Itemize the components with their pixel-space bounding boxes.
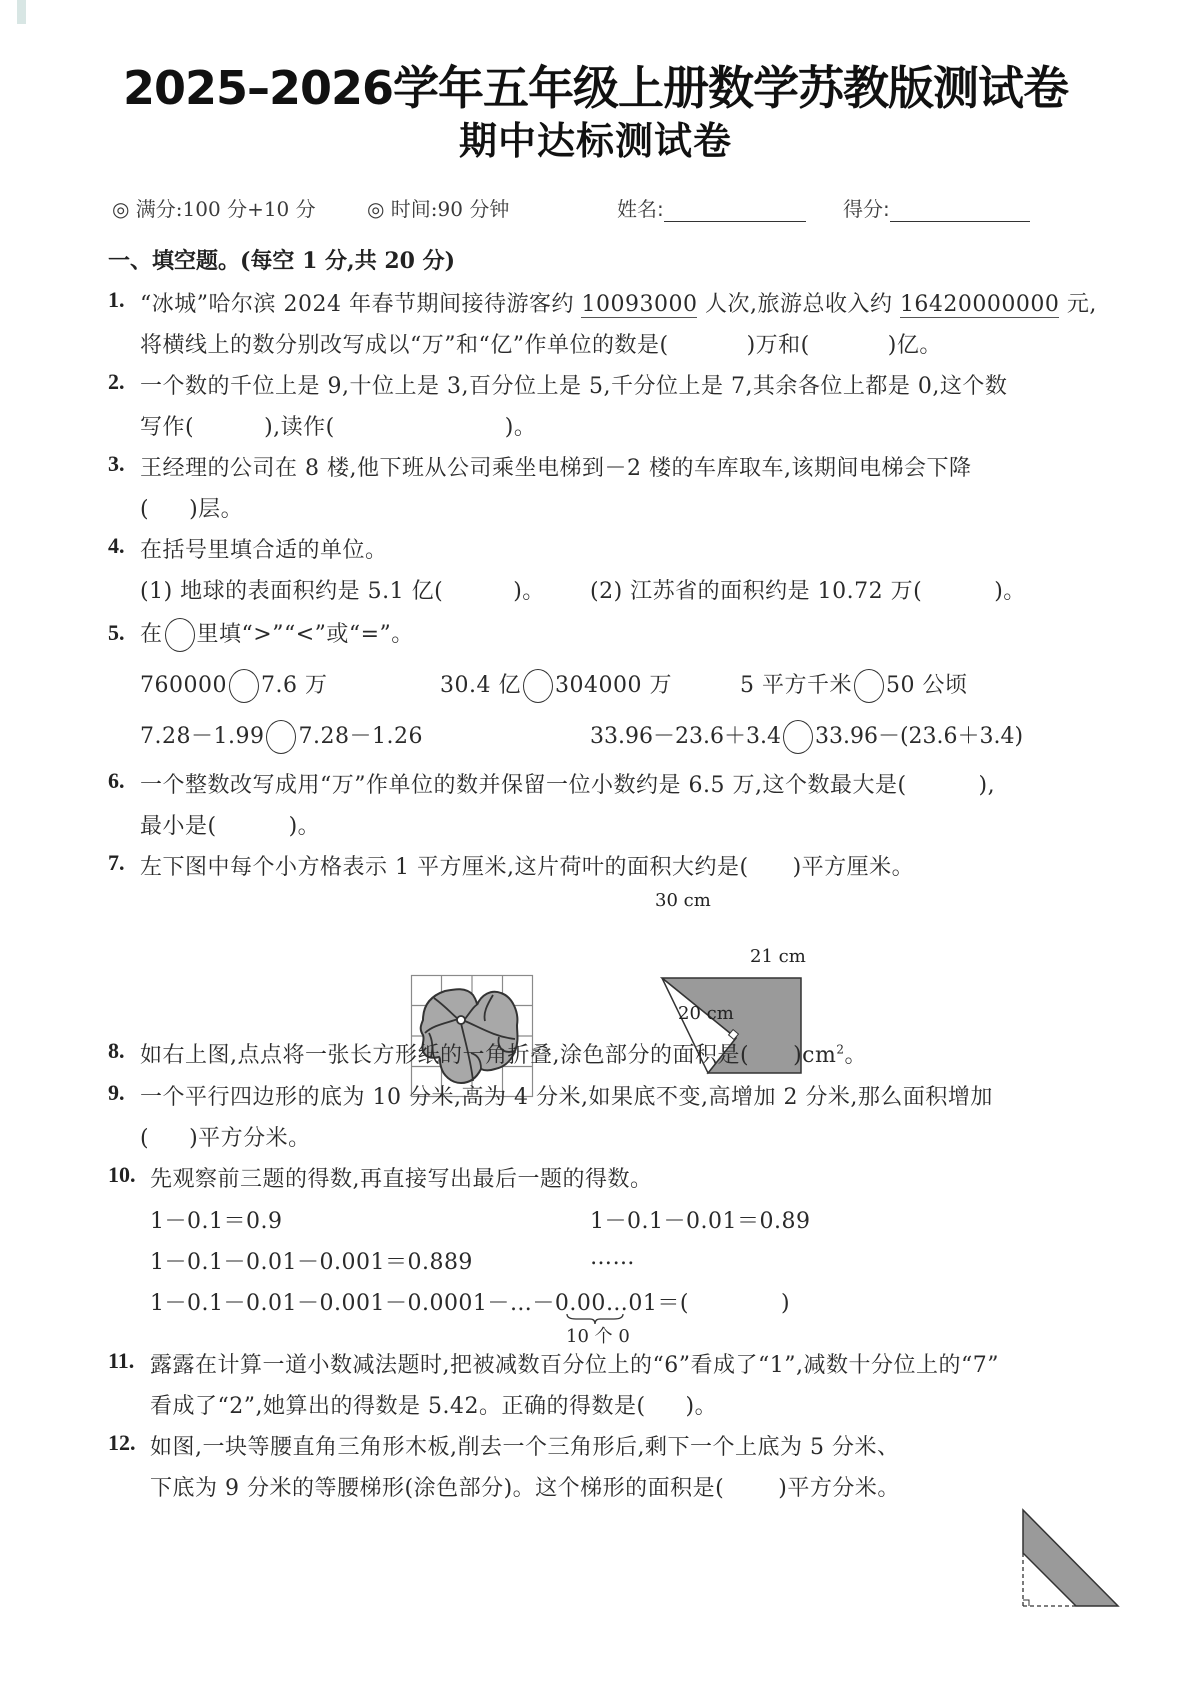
question-number: 12. [108,1430,136,1455]
question-11-line-1: 露露在计算一道小数减法题时,把被减数百分位上的“6”看成了“1”,减数十分位上的“7” [150,1353,999,1378]
compare-circle-input[interactable] [229,669,259,703]
text: ( [140,1126,150,1151]
text: 33.96－(23.6＋3.4) [814,724,1024,749]
folded-rectangle-figure [640,940,840,1100]
text: )平方分米。 [189,1126,311,1151]
revenue-number: 16420000000 [899,292,1060,317]
question-8-line-1 [140,1038,867,1069]
text: 元, [1059,292,1097,317]
text: 5 平方千米 [740,673,852,698]
text: 760000 [140,673,227,698]
text: 7.6 万 [260,673,328,698]
question-3-line-2 [140,492,243,523]
fold-bottom-label: 20 cm [678,1003,734,1024]
compare-item-4 [140,719,423,754]
text: 最小是( [140,814,217,839]
question-number: 7. [108,850,125,875]
question-number: 5. [108,620,125,645]
text: 7.28－1.26 [298,724,423,749]
score-blank[interactable] [890,201,1030,222]
trapezoid-figure [1015,1505,1125,1615]
scan-edge-mark [17,0,26,24]
full-score: ◎ 满分:100 分+10 分 [112,197,316,221]
text: )平方厘米。 [792,855,915,880]
page-subtitle: 期中达标测试卷 [458,119,732,163]
question-number: 6. [108,768,125,793]
equation-1: 1－0.1＝0.9 [150,1209,283,1234]
question-7-line-1 [140,850,914,881]
compare-item-3 [740,668,968,703]
text: 看成了“2”,她算出的得数是 5.42。正确的得数是( [150,1394,646,1419]
visitors-number: 10093000 [581,292,698,317]
question-6-line-2 [140,809,320,840]
text: 一个整数改写成用“万”作单位的数并保留一位小数约是 6.5 万,这个数最大是( [140,773,907,798]
name-field[interactable] [617,193,806,222]
text: 30.4 亿 [440,673,521,698]
text: )亿。 [887,333,942,358]
question-9-line-2 [140,1121,311,1152]
text: 写作( [140,415,195,440]
text: 33.96－23.6＋3.4 [590,724,781,749]
question-1-line-1 [140,287,1097,318]
zeros-group: 00…0 [576,1291,643,1316]
equation-final [150,1286,790,1317]
section-heading: 一、填空题。(每空 1 分,共 20 分) [108,248,456,274]
equation-3: 1－0.1－0.01－0.001＝0.889 [150,1250,473,1275]
question-number: 10. [108,1162,136,1187]
text: 304000 万 [554,673,672,698]
question-number: 3. [108,451,125,476]
question-4-line-1: 在括号里填合适的单位。 [140,538,388,563]
compare-circle-icon [165,618,195,652]
question-number: 2. [108,369,125,394]
question-number: 9. [108,1080,125,1105]
name-label: 姓名: [617,197,664,221]
fold-right-label: 21 cm [750,946,806,967]
question-4-part-2 [590,574,1026,605]
superscript: 2 [836,1042,845,1057]
score-field[interactable] [843,193,1030,222]
text: )。 [685,1394,718,1419]
text: 在 [140,622,163,647]
question-12-line-1: 如图,一块等腰直角三角形木板,削去一个三角形后,剩下一个上底为 5 分米、 [150,1435,900,1460]
text: )。 [513,579,545,604]
question-4-part-1 [140,574,545,605]
fold-top-label: 30 cm [655,890,711,911]
question-5-line-1 [140,617,414,652]
text: (1) 地球的表面积约是 5.1 亿( [140,579,444,604]
text: 下底为 9 分米的等腰梯形(涂色部分)。这个梯形的面积是( [150,1476,725,1501]
compare-circle-input[interactable] [523,669,553,703]
exam-time: ◎ 时间:90 分钟 [367,197,510,221]
compare-item-2 [440,668,672,703]
question-number: 4. [108,533,125,558]
text: )万和( [746,333,810,358]
text: “冰城”哈尔滨 2024 年春节期间接待游客约 [140,292,582,317]
ellipsis: …… [590,1245,635,1270]
text: (2) 江苏省的面积约是 10.72 万( [590,579,923,604]
question-10-line-1: 先观察前三题的得数,再直接写出最后一题的得数。 [150,1167,653,1192]
text: )cm [793,1043,837,1068]
text: 50 公顷 [886,673,968,698]
text: ),读作( [264,415,335,440]
text: 将横线上的数分别改写成以“万”和“亿”作单位的数是( [140,333,669,358]
score-label: 得分: [843,197,890,221]
text: )层。 [189,497,244,522]
question-3-line-1: 王经理的公司在 8 楼,他下班从公司乘坐电梯到－2 楼的车库取车,该期间电梯会下降 [140,456,972,481]
text: )。 [994,579,1026,604]
text: 1－0.1－0.01－0.001－0.0001－…－0. [150,1291,577,1316]
text: 人次,旅游总收入约 [697,292,900,317]
text: ) [781,1291,791,1316]
question-number: 11. [108,1348,135,1373]
question-2-line-2 [140,410,536,441]
text: )平方分米。 [778,1476,900,1501]
text: )。 [504,415,537,440]
question-6-line-1 [140,768,995,799]
question-11-line-2 [150,1389,717,1420]
lotus-leaf-grid-figure [411,975,533,1097]
question-9-line-1: 一个平行四边形的底为 10 分米,高为 4 分米,如果底不变,高增加 2 分米,那么面积增加 [140,1085,993,1110]
text: 如右上图,点点将一张长方形纸的一角折叠,涂色部分的面积是( [140,1043,750,1068]
compare-circle-input[interactable] [854,669,884,703]
equation-2: 1－0.1－0.01＝0.89 [590,1209,811,1234]
name-blank[interactable] [664,201,806,222]
question-number: 1. [108,287,125,312]
underbrace-label: 10 个 0 [566,1326,630,1347]
compare-circle-input[interactable] [783,720,813,754]
page-title: 2025–2026学年五年级上册数学苏教版测试卷 [122,61,1069,115]
text: 里填“>”“<”或“=”。 [196,622,414,647]
question-12-line-2 [150,1471,900,1502]
text: 1＝( [642,1291,690,1316]
question-number: 8. [108,1038,125,1063]
text: 7.28－1.99 [140,724,265,749]
compare-circle-input[interactable] [266,720,296,754]
compare-item-5 [590,719,1023,754]
text: ), [978,773,996,798]
text: 。 [844,1043,867,1068]
compare-item-1 [140,668,327,703]
text: ( [140,497,150,522]
question-1-line-2 [140,328,942,359]
text: 左下图中每个小方格表示 1 平方厘米,这片荷叶的面积大约是( [140,855,749,880]
question-2-line-1: 一个数的千位上是 9,十位上是 3,百分位上是 5,千分位上是 7,其余各位上都是 0,这个数 [140,374,1008,399]
text: )。 [288,814,321,839]
